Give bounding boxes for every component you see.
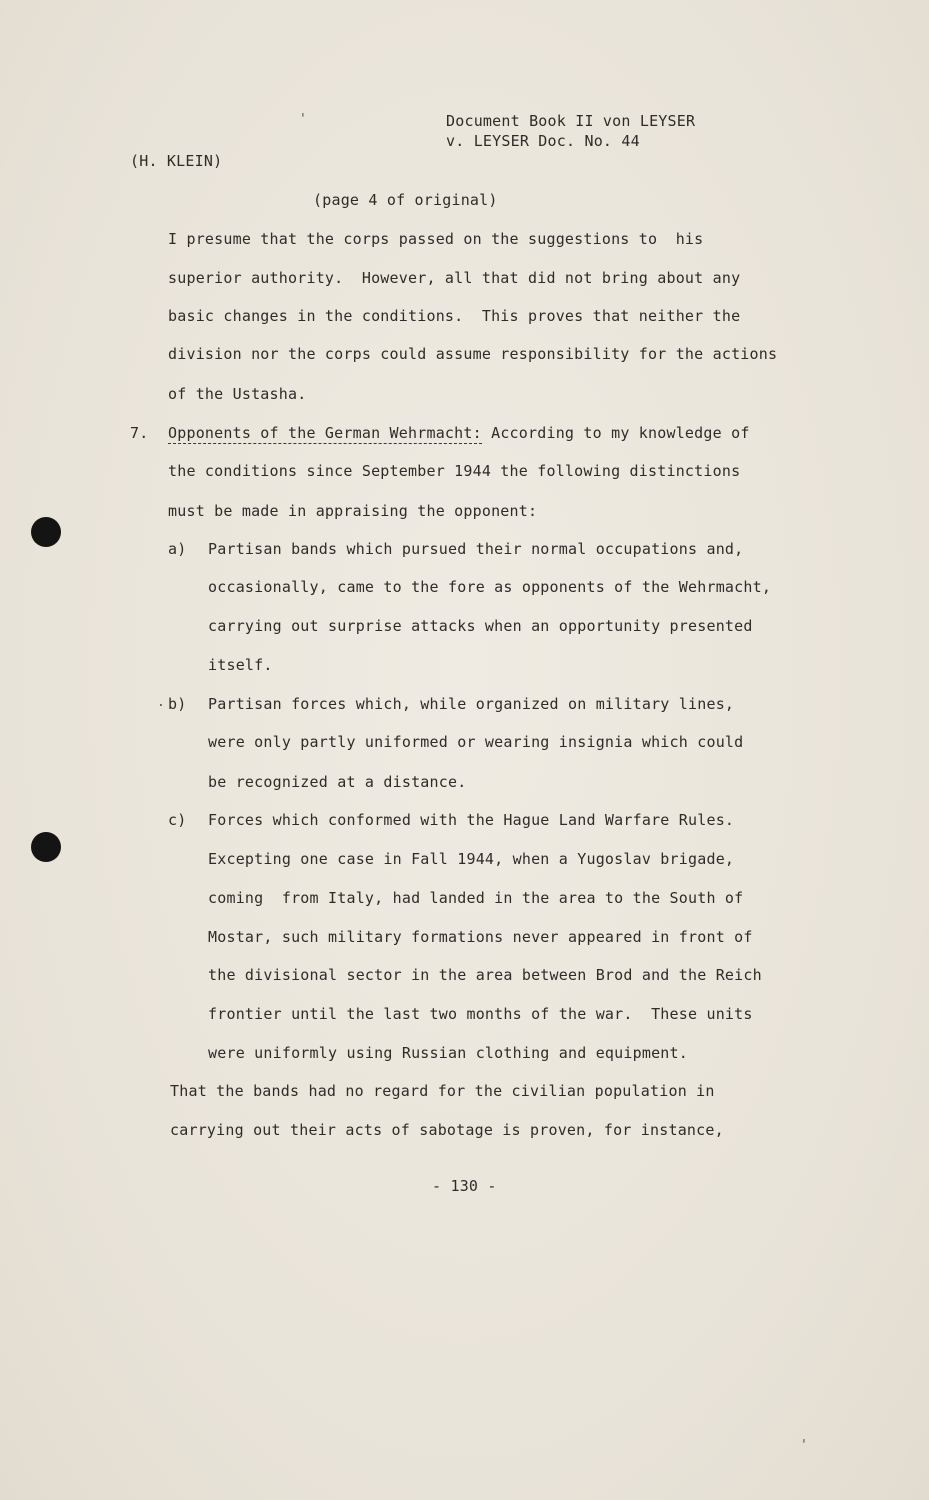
list-item-line: Forces which conformed with the Hague Land Warfare Rules.	[208, 811, 735, 829]
paragraph-line: of the Ustasha.	[168, 385, 307, 403]
list-item-line: the divisional sector in the area between Brod and the Reich	[208, 966, 762, 984]
item-number: 7.	[130, 424, 149, 442]
paragraph-line: division nor the corps could assume responsibility for the actions	[168, 345, 778, 363]
paragraph-line: I presume that the corps passed on the suggestions to his	[168, 230, 704, 248]
list-item-line: were uniformly using Russian clothing and equipment.	[208, 1044, 688, 1062]
punch-hole	[31, 832, 61, 862]
list-item-line: frontier until the last two months of the war. These units	[208, 1005, 753, 1023]
list-label: b)	[168, 695, 187, 713]
punch-hole	[31, 517, 61, 547]
list-item-line: Excepting one case in Fall 1944, when a Yugoslav brigade,	[208, 850, 735, 868]
stray-mark: '	[299, 112, 307, 127]
paragraph-line: basic changes in the conditions. This proves that neither the	[168, 307, 741, 325]
author-name: (H. KLEIN)	[130, 152, 223, 170]
list-item-line: Partisan bands which pursued their normal occupations and,	[208, 540, 744, 558]
item-heading-continuation: According to my knowledge of	[481, 424, 750, 442]
doc-number: v. LEYSER Doc. No. 44	[446, 132, 640, 150]
page-reference: (page 4 of original)	[313, 191, 498, 209]
list-item-line: be recognized at a distance.	[208, 773, 467, 791]
list-item-line: were only partly uniformed or wearing insignia which could	[208, 733, 744, 751]
paragraph-line: the conditions since September 1944 the following distinctions	[168, 462, 741, 480]
list-item-line: Partisan forces which, while organized on military lines,	[208, 695, 735, 713]
paragraph-line: superior authority. However, all that did not bring about any	[168, 269, 741, 287]
paragraph-line: That the bands had no regard for the civilian population in	[170, 1082, 715, 1100]
list-item-line: carrying out surprise attacks when an opportunity presented	[208, 617, 753, 635]
paragraph-line: carrying out their acts of sabotage is proven, for instance,	[170, 1121, 724, 1139]
list-item-line: Mostar, such military formations never appeared in front of	[208, 928, 753, 946]
list-item-line: itself.	[208, 656, 273, 674]
list-item-line: coming from Italy, had landed in the area to the South of	[208, 889, 744, 907]
item-heading	[168, 424, 750, 442]
page-number: - 130 -	[432, 1177, 497, 1195]
item-heading-text: Opponents of the German Wehrmacht:	[168, 424, 482, 442]
stray-mark: '	[800, 1438, 808, 1453]
list-label: a)	[168, 540, 187, 558]
stray-mark: .	[157, 695, 165, 710]
list-item-line: occasionally, came to the fore as opponents of the Wehrmacht,	[208, 578, 772, 596]
paragraph-line: must be made in appraising the opponent:	[168, 502, 538, 520]
doc-book-title: Document Book II von LEYSER	[446, 112, 696, 130]
list-label: c)	[168, 811, 187, 829]
